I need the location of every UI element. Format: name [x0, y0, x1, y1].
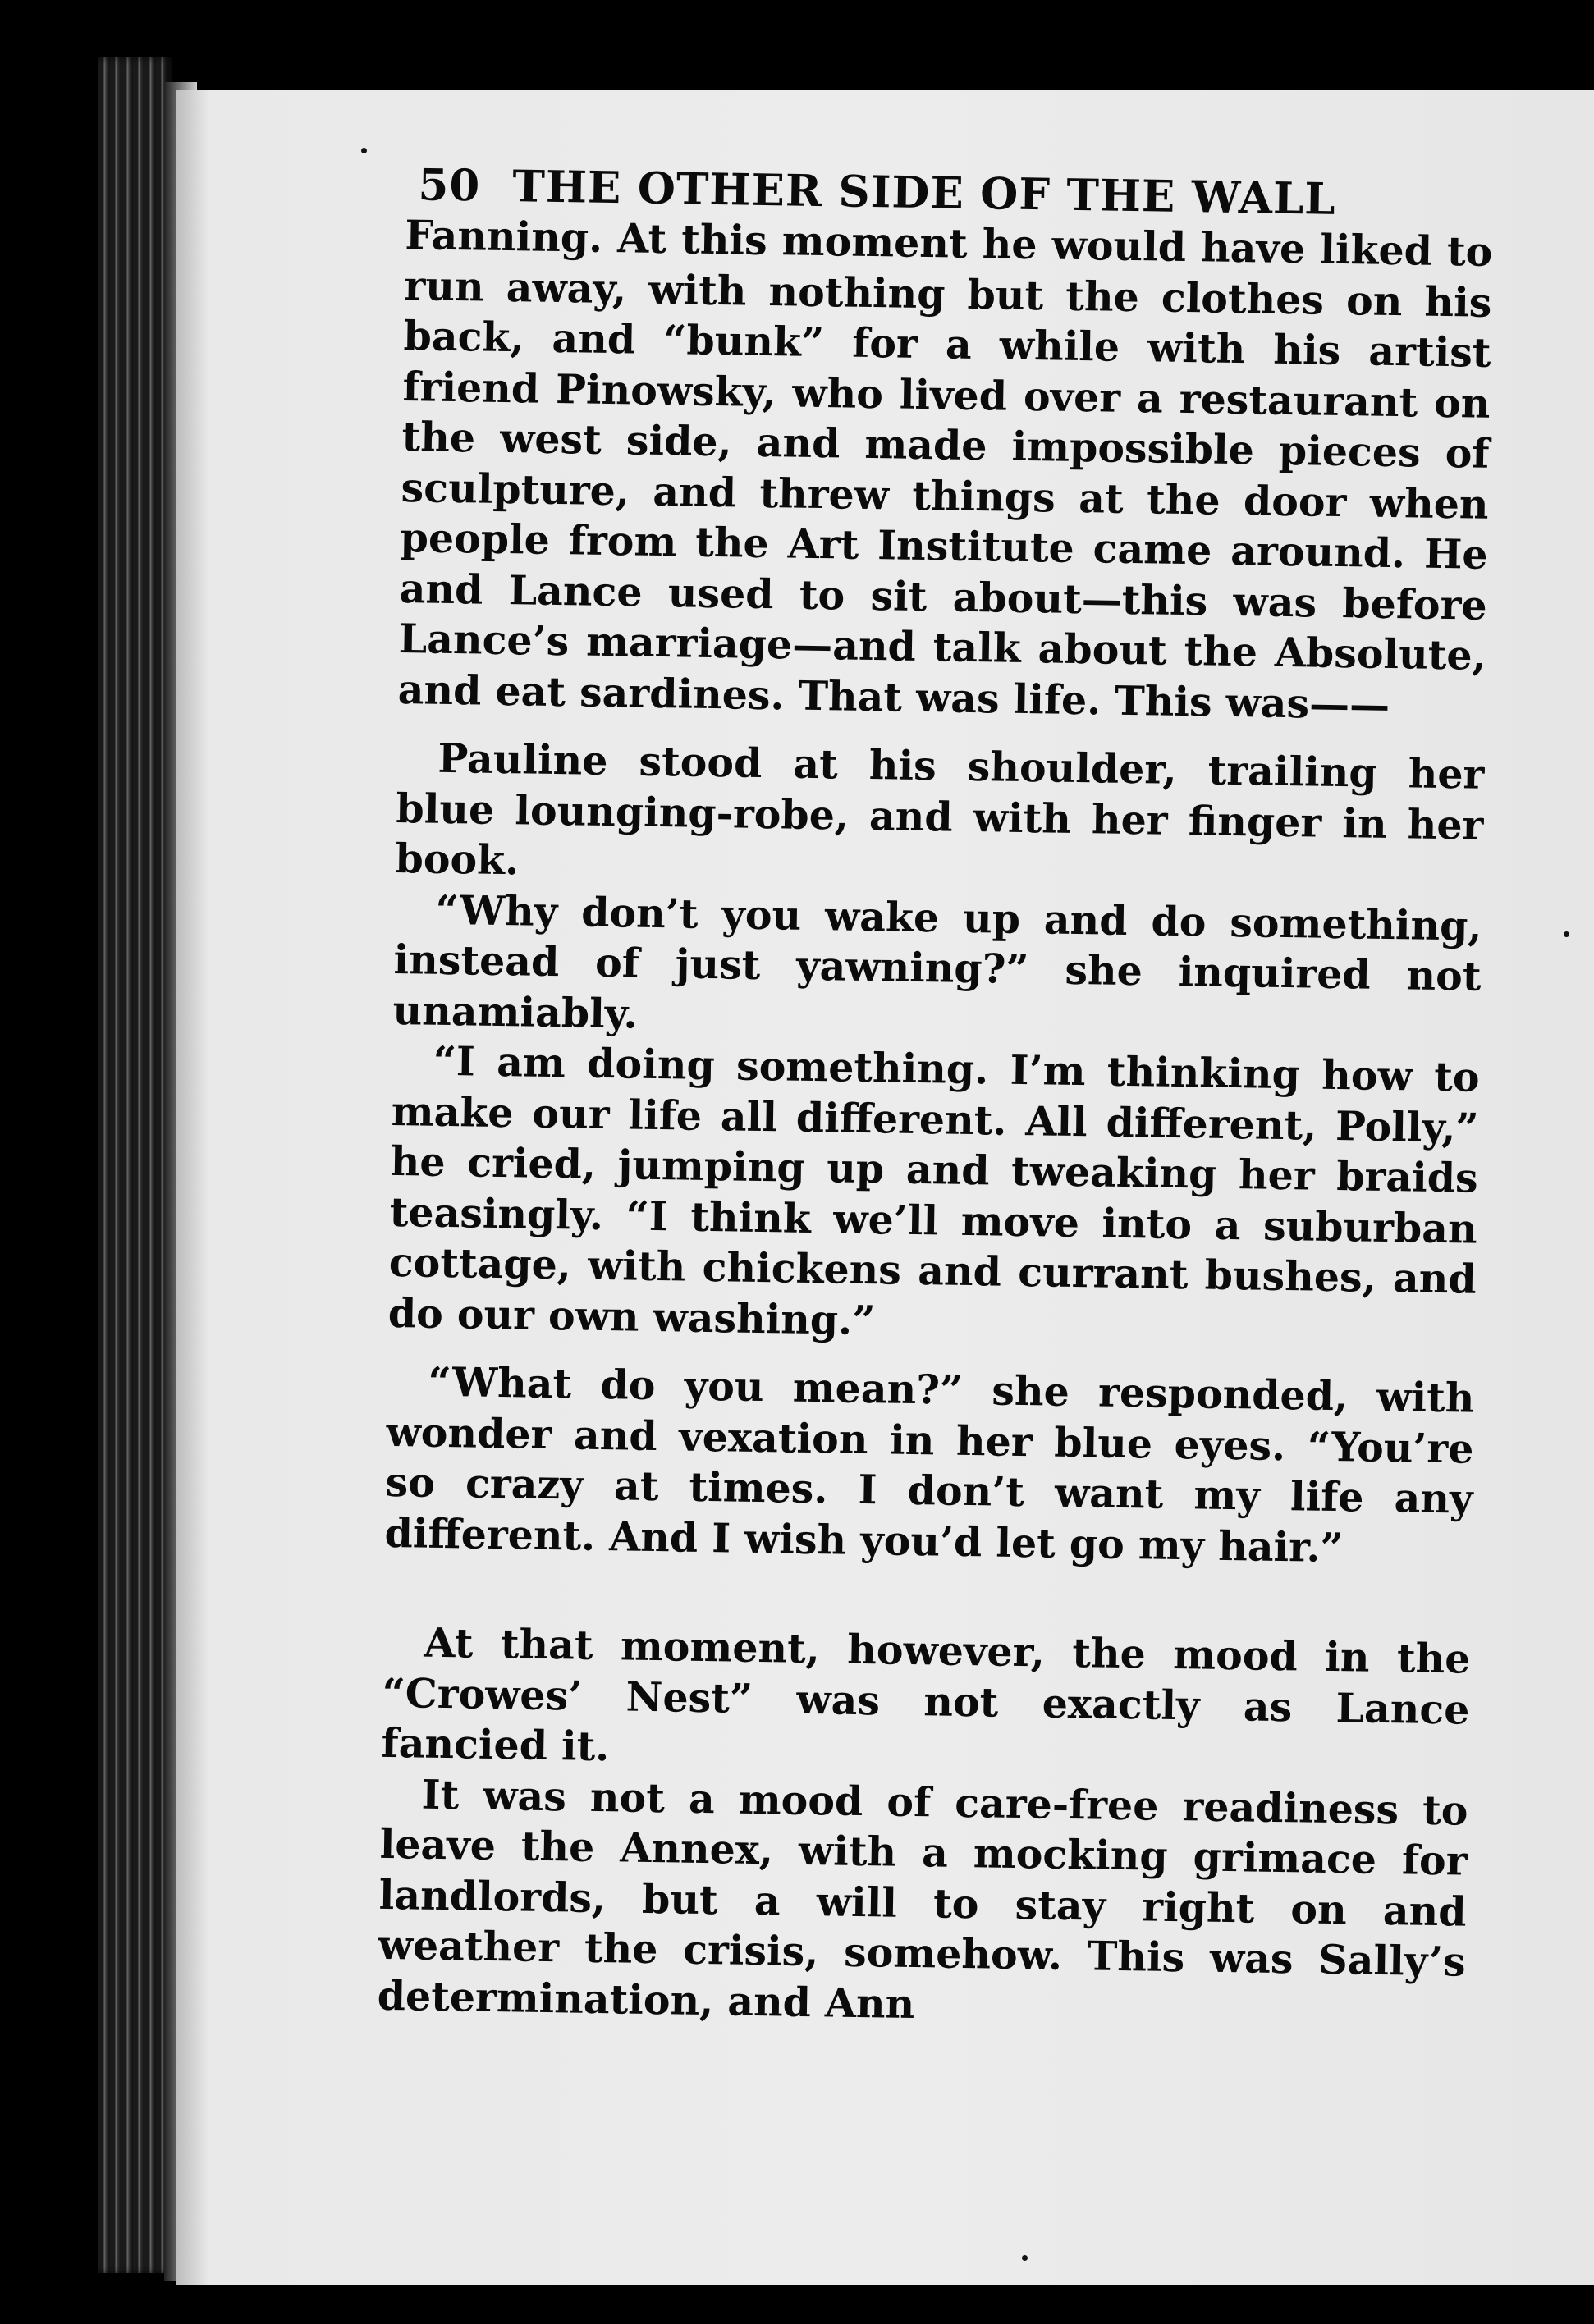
- page-content: [163, 156, 1493, 2038]
- paragraph: “What do you mean?” she responded, with wonder and vexation in her blue eyes. “You’re so crazy at times. I don’t want my life any different. And I wish you’d let go my hair.”: [384, 1357, 1475, 1571]
- dust-speck: [361, 148, 367, 153]
- page-number: 50: [417, 159, 481, 212]
- book-page-edges: [98, 57, 172, 2273]
- dust-speck: [1564, 931, 1569, 937]
- running-title: THE OTHER SIDE OF THE WALL: [511, 161, 1337, 225]
- paragraph: “Why don’t you wake up and do something, instead of just yawning?” she inquired not unamiably.: [392, 885, 1482, 1038]
- paragraph: Pauline stood at his shoulder, trailing her blue lounging-robe, and with her finger in her book.: [395, 734, 1485, 885]
- body-text: [377, 210, 1493, 2038]
- paragraph: “I am doing something. I’m thinking how to make our life all different. All different, Polly,” he cried, jumping up and tweaking her braids teasingly. “I think we’ll move into a suburban cottage, with chickens and currant bushes, and do our own washing.”: [387, 1036, 1481, 1344]
- paragraph: Fanning. At this moment he would have liked to run away, with nothing but the clothes on his back, and “bunk” for a while with his artist friend Pinowsky, who lived over a restaurant on the west side, and made impossible pieces of sculpture, and threw things at the door when people from the Art Institute came around. He and Lance used to sit about—this was before Lance’s marriage—and talk about the Absolute, and eat sardines. That was life. This was——: [397, 211, 1493, 729]
- paragraph: It was not a mood of care-free readiness to leave the Annex, with a mocking grimace for landlords, but a will to stay right on and weather the crisis, somehow. This was Sally’s determination, and Ann: [377, 1770, 1468, 2028]
- dust-speck: [1022, 2255, 1028, 2261]
- paragraph: At that moment, however, the mood in the “Crowes’ Nest” was not exactly as Lance fancied it.: [381, 1618, 1471, 1771]
